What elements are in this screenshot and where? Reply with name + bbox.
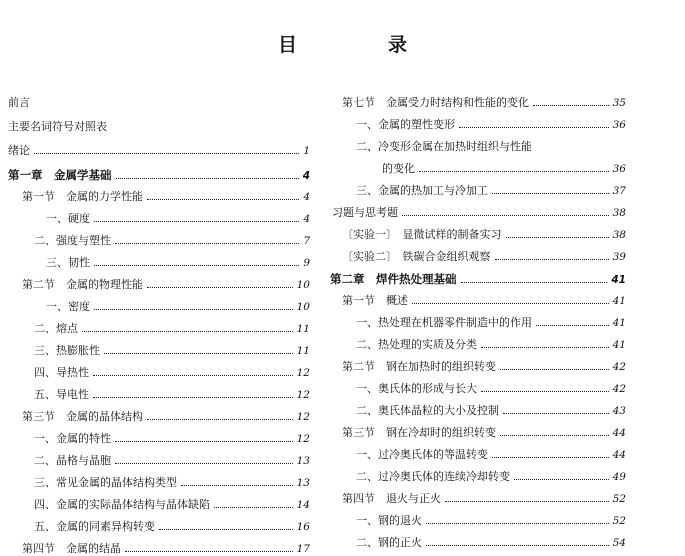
toc-page-number: 36 bbox=[612, 119, 626, 131]
toc-page-number: 43 bbox=[612, 405, 626, 417]
toc-entry bbox=[46, 300, 310, 314]
toc-entry bbox=[342, 250, 626, 264]
toc-page-number: 42 bbox=[612, 361, 626, 373]
toc-leader-dots bbox=[93, 397, 293, 398]
toc-leader-dots bbox=[402, 215, 609, 216]
toc-entry bbox=[34, 520, 310, 534]
toc-leader-dots bbox=[461, 282, 608, 283]
toc-entry-title: 第三节 钢在冷却时的组织转变 bbox=[342, 426, 496, 439]
toc-entry-title: 〔实验一〕 显微试样的制备实习 bbox=[342, 228, 502, 241]
toc-entry-title: 第七节 金属受力时结构和性能的变化 bbox=[342, 96, 529, 109]
toc-entry bbox=[34, 344, 310, 358]
toc-entry bbox=[22, 542, 310, 556]
toc-page-number: 7 bbox=[303, 235, 310, 247]
toc-entry-title: 主要名词符号对照表 bbox=[8, 120, 107, 133]
toc-entry bbox=[46, 256, 310, 270]
toc-entry bbox=[34, 234, 310, 248]
toc-entry bbox=[22, 278, 310, 292]
toc-page-number: 13 bbox=[296, 455, 310, 467]
page-title: 目 录 bbox=[277, 34, 443, 56]
toc-entry-title: 一、过冷奥氏体的等温转变 bbox=[356, 448, 488, 461]
toc-entry bbox=[356, 536, 626, 550]
toc-leader-dots bbox=[412, 303, 609, 304]
toc-entry-title: 第二章 焊件热处理基础 bbox=[330, 272, 457, 286]
toc-page-number: 12 bbox=[296, 411, 310, 423]
toc-leader-dots bbox=[495, 259, 609, 260]
toc-entry-title: 二、热处理的实质及分类 bbox=[356, 338, 477, 351]
toc-page-number: 4 bbox=[303, 191, 310, 203]
toc-entry bbox=[8, 96, 310, 110]
toc-entry bbox=[356, 184, 626, 198]
toc-entry-title: 三、韧性 bbox=[46, 256, 90, 269]
toc-leader-dots bbox=[116, 178, 299, 179]
toc-page-number: 41 bbox=[611, 274, 626, 286]
toc-page-number: 35 bbox=[612, 97, 626, 109]
toc-entry bbox=[34, 498, 310, 512]
toc-leader-dots bbox=[94, 221, 299, 222]
toc-page-number: 42 bbox=[612, 383, 626, 395]
toc-page-number: 12 bbox=[296, 389, 310, 401]
toc-entry bbox=[356, 514, 626, 528]
toc-entry bbox=[22, 190, 310, 204]
toc-entry bbox=[22, 410, 310, 424]
toc-page-number: 38 bbox=[612, 229, 626, 241]
toc-page-number: 9 bbox=[303, 257, 310, 269]
toc-entry-title: 〔实验二〕 铁碳合金组织观察 bbox=[342, 250, 491, 263]
toc-page-number: 44 bbox=[612, 449, 626, 461]
toc-entry-title: 五、金属的同素异构转变 bbox=[34, 520, 155, 533]
toc-entry-title: 四、金属的实际晶体结构与晶体缺陷 bbox=[34, 498, 210, 511]
toc-page-number: 52 bbox=[612, 493, 626, 505]
toc-entry bbox=[342, 228, 626, 242]
toc-page-number: 4 bbox=[303, 213, 310, 225]
toc-entry-title: 二、冷变形金属在加热时组织与性能 bbox=[356, 140, 532, 153]
toc-entry-title: 二、晶格与晶胞 bbox=[34, 454, 111, 467]
toc-entry bbox=[342, 96, 626, 110]
toc-entry-title: 第三节 金属的晶体结构 bbox=[22, 410, 143, 423]
toc-entry bbox=[332, 206, 626, 220]
toc-entry-title: 一、热处理在机器零件制造中的作用 bbox=[356, 316, 532, 329]
toc-page-number: 41 bbox=[612, 295, 626, 307]
toc-entry-title: 三、热膨胀性 bbox=[34, 344, 100, 357]
toc-leader-dots bbox=[536, 325, 609, 326]
toc-page-number: 41 bbox=[612, 339, 626, 351]
toc-entry-title: 第一节 概述 bbox=[342, 294, 408, 307]
toc-entry bbox=[8, 168, 310, 183]
toc-page-number: 52 bbox=[612, 515, 626, 527]
toc-entry-title: 四、导热性 bbox=[34, 366, 89, 379]
toc-leader-dots bbox=[481, 391, 609, 392]
toc-entry-title: 一、奥氏体的形成与长大 bbox=[356, 382, 477, 395]
toc-entry bbox=[34, 322, 310, 336]
toc-entry-title: 三、常见金属的晶体结构类型 bbox=[34, 476, 177, 489]
toc-entry-title: 三、金属的热加工与冷加工 bbox=[356, 184, 488, 197]
toc-entry-title: 前言 bbox=[8, 96, 30, 109]
toc-page-number: 16 bbox=[296, 521, 310, 533]
toc-entry bbox=[8, 120, 310, 134]
toc-entry bbox=[46, 212, 310, 226]
toc-page-number: 36 bbox=[612, 163, 626, 175]
toc-leader-dots bbox=[503, 413, 609, 414]
toc-entry bbox=[342, 492, 626, 506]
toc-page-number: 17 bbox=[296, 543, 310, 555]
toc-leader-dots bbox=[34, 153, 299, 154]
toc-entry bbox=[356, 470, 626, 484]
toc-leader-dots bbox=[426, 523, 609, 524]
toc-entry bbox=[34, 454, 310, 468]
toc-entry bbox=[342, 426, 626, 440]
toc-leader-dots bbox=[181, 485, 293, 486]
toc-entry-title: 二、奥氏体晶粒的大小及控制 bbox=[356, 404, 499, 417]
toc-entry-title: 二、过冷奥氏体的连续冷却转变 bbox=[356, 470, 510, 483]
toc-entry-title: 第二节 金属的物理性能 bbox=[22, 278, 143, 291]
toc-leader-dots bbox=[214, 507, 293, 508]
toc-leader-dots bbox=[147, 199, 299, 200]
toc-leader-dots bbox=[94, 309, 293, 310]
toc-leader-dots bbox=[115, 243, 299, 244]
toc-entry-title: 一、金属的塑性变形 bbox=[356, 118, 455, 131]
toc-entry bbox=[34, 388, 310, 402]
toc-entry bbox=[34, 476, 310, 490]
toc-page-number: 11 bbox=[296, 323, 310, 335]
toc-page-number: 10 bbox=[296, 279, 310, 291]
toc-page-number: 44 bbox=[612, 427, 626, 439]
toc-leader-dots bbox=[147, 287, 293, 288]
toc-leader-dots bbox=[115, 463, 293, 464]
toc-page-number: 11 bbox=[296, 345, 310, 357]
toc-entry bbox=[34, 366, 310, 380]
toc-entry-title: 一、钢的退火 bbox=[356, 514, 422, 527]
toc-leader-dots bbox=[445, 501, 609, 502]
toc-leader-dots bbox=[506, 237, 609, 238]
toc-leader-dots bbox=[492, 457, 609, 458]
toc-page-number: 12 bbox=[296, 433, 310, 445]
toc-entry-title: 第四节 退火与正火 bbox=[342, 492, 441, 505]
toc-leader-dots bbox=[93, 375, 293, 376]
toc-page-number: 14 bbox=[296, 499, 310, 511]
toc-entry bbox=[356, 382, 626, 396]
toc-leader-dots bbox=[82, 331, 293, 332]
toc-entry bbox=[330, 272, 626, 287]
toc-leader-dots bbox=[500, 435, 609, 436]
toc-entry bbox=[356, 118, 626, 132]
toc-entry-title: 二、钢的正火 bbox=[356, 536, 422, 549]
toc-entry-title: 第一节 金属的力学性能 bbox=[22, 190, 143, 203]
toc-page-number: 10 bbox=[296, 301, 310, 313]
toc-entry bbox=[356, 140, 626, 154]
toc-leader-dots bbox=[514, 479, 609, 480]
toc-leader-dots bbox=[500, 369, 609, 370]
toc-entry-title: 第一章 金属学基础 bbox=[8, 168, 112, 182]
toc-leader-dots bbox=[115, 441, 293, 442]
toc-page-number: 38 bbox=[612, 207, 626, 219]
toc-page-number: 54 bbox=[612, 537, 626, 549]
toc-page-number: 13 bbox=[296, 477, 310, 489]
toc-entry-title: 一、金属的特性 bbox=[34, 432, 111, 445]
toc-entry bbox=[382, 162, 626, 176]
toc-leader-dots bbox=[94, 265, 299, 266]
toc-leader-dots bbox=[125, 551, 293, 552]
toc-entry-title: 一、密度 bbox=[46, 300, 90, 313]
toc-leader-dots bbox=[426, 545, 609, 546]
toc-leader-dots bbox=[159, 529, 293, 530]
toc-page-number: 4 bbox=[302, 170, 310, 182]
toc-entry bbox=[356, 448, 626, 462]
toc-page-number: 1 bbox=[303, 145, 310, 157]
toc-leader-dots bbox=[147, 419, 293, 420]
toc-entry-title: 二、熔点 bbox=[34, 322, 78, 335]
toc-entry-title: 第四节 金属的结晶 bbox=[22, 542, 121, 555]
toc-entry-title: 一、硬度 bbox=[46, 212, 90, 225]
toc-page-number: 41 bbox=[612, 317, 626, 329]
toc-leader-dots bbox=[459, 127, 609, 128]
toc-leader-dots bbox=[419, 171, 609, 172]
toc-page-number: 37 bbox=[612, 185, 626, 197]
toc-entry bbox=[356, 316, 626, 330]
toc-entry bbox=[34, 432, 310, 446]
toc-entry bbox=[342, 360, 626, 374]
toc-entry-title: 第二节 钢在加热时的组织转变 bbox=[342, 360, 496, 373]
toc-page-number: 39 bbox=[612, 251, 626, 263]
toc-entry bbox=[8, 144, 310, 158]
toc-page-number: 12 bbox=[296, 367, 310, 379]
toc-leader-dots bbox=[533, 105, 609, 106]
toc-entry bbox=[356, 338, 626, 352]
toc-page-number: 49 bbox=[612, 471, 626, 483]
toc-entry-title: 绪论 bbox=[8, 144, 30, 157]
toc-entry-title: 二、强度与塑性 bbox=[34, 234, 111, 247]
toc-entry-title: 五、导电性 bbox=[34, 388, 89, 401]
toc-entry bbox=[356, 404, 626, 418]
toc-entry-title: 习题与思考题 bbox=[332, 206, 398, 219]
toc-leader-dots bbox=[481, 347, 609, 348]
toc-leader-dots bbox=[104, 353, 293, 354]
toc-entry bbox=[342, 294, 626, 308]
toc-leader-dots bbox=[492, 193, 609, 194]
toc-entry-title: 的变化 bbox=[382, 162, 415, 175]
